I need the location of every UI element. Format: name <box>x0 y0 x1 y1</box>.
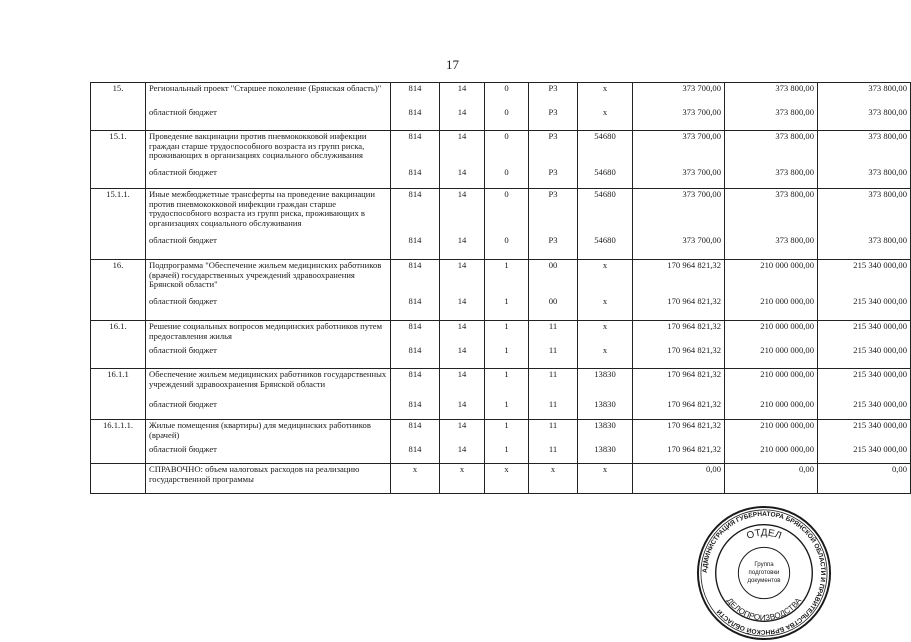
code-direction: 13830 <box>578 399 633 420</box>
amount-year-3: 215 340 000,00 <box>818 444 911 464</box>
code-direction: x <box>578 107 633 131</box>
code-event: x <box>529 464 578 494</box>
code-subprogram: 1 <box>485 321 529 345</box>
code-program: 14 <box>440 399 485 420</box>
code-program: 14 <box>440 296 485 321</box>
amount-year-2: 210 000 000,00 <box>725 321 818 345</box>
code-ministry: 814 <box>391 444 440 464</box>
code-ministry: 814 <box>391 321 440 345</box>
amount-year-1: 170 964 821,32 <box>633 260 725 296</box>
code-program: 14 <box>440 420 485 444</box>
code-event: P3 <box>529 189 578 235</box>
row-name: Обеспечение жильем медицинских работников государственных учреждений здравоохранения Брянской области <box>146 369 391 399</box>
svg-text:ОТДЕЛ <box>745 528 783 542</box>
table-row <box>91 131 911 167</box>
table-row <box>91 345 911 369</box>
code-direction: x <box>578 83 633 107</box>
table-row <box>91 399 911 420</box>
row-number: 15.1. <box>91 131 146 167</box>
amount-year-1: 170 964 821,32 <box>633 296 725 321</box>
code-event: 00 <box>529 296 578 321</box>
code-event: P3 <box>529 107 578 131</box>
svg-text:ДЕЛОПРОИЗВОДСТВА <box>725 596 804 623</box>
code-program: x <box>440 464 485 494</box>
code-program: 14 <box>440 83 485 107</box>
amount-year-2: 210 000 000,00 <box>725 399 818 420</box>
amount-year-2: 210 000 000,00 <box>725 296 818 321</box>
amount-year-3: 215 340 000,00 <box>818 260 911 296</box>
amount-year-1: 373 700,00 <box>633 131 725 167</box>
code-direction: 13830 <box>578 369 633 399</box>
amount-year-2: 373 800,00 <box>725 107 818 131</box>
row-name: СПРАВОЧНО: объем налоговых расходов на реализацию государственной программы <box>146 464 391 494</box>
amount-year-1: 170 964 821,32 <box>633 369 725 399</box>
table-row <box>91 83 911 107</box>
code-subprogram: 1 <box>485 296 529 321</box>
code-event: 11 <box>529 369 578 399</box>
code-ministry: 814 <box>391 296 440 321</box>
code-program: 14 <box>440 107 485 131</box>
table-row <box>91 235 911 260</box>
code-ministry: 814 <box>391 260 440 296</box>
code-ministry: 814 <box>391 131 440 167</box>
code-program: 14 <box>440 369 485 399</box>
amount-year-2: 373 800,00 <box>725 167 818 189</box>
budget-table-body <box>91 83 911 494</box>
amount-year-1: 170 964 821,32 <box>633 399 725 420</box>
amount-year-2: 373 800,00 <box>725 235 818 260</box>
amount-year-1: 373 700,00 <box>633 107 725 131</box>
code-subprogram: 0 <box>485 107 529 131</box>
seal-center-line-3: документов <box>747 576 781 584</box>
code-event: P3 <box>529 131 578 167</box>
amount-year-1: 170 964 821,32 <box>633 444 725 464</box>
row-number <box>91 345 146 369</box>
code-ministry: 814 <box>391 399 440 420</box>
row-name: областной бюджет <box>146 167 391 189</box>
row-number <box>91 235 146 260</box>
table-row <box>91 420 911 444</box>
row-name: областной бюджет <box>146 444 391 464</box>
amount-year-3: 215 340 000,00 <box>818 399 911 420</box>
code-event: P3 <box>529 167 578 189</box>
department-seal <box>695 504 833 642</box>
seal-top-text: ОТДЕЛ <box>745 527 783 542</box>
code-ministry: 814 <box>391 167 440 189</box>
row-number <box>91 444 146 464</box>
code-subprogram: 0 <box>485 189 529 235</box>
amount-year-3: 0,00 <box>818 464 911 494</box>
row-name: Жилые помещения (квартиры) для медицинских работников (врачей) <box>146 420 391 444</box>
table-row <box>91 369 911 399</box>
code-direction: 13830 <box>578 444 633 464</box>
table-row <box>91 464 911 494</box>
code-program: 14 <box>440 321 485 345</box>
amount-year-1: 170 964 821,32 <box>633 420 725 444</box>
amount-year-2: 210 000 000,00 <box>725 420 818 444</box>
code-subprogram: 1 <box>485 399 529 420</box>
code-program: 14 <box>440 235 485 260</box>
code-subprogram: 1 <box>485 369 529 399</box>
row-name: Решение социальных вопросов медицинских работников путем предоставления жилья <box>146 321 391 345</box>
row-name: Региональный проект "Старшее поколение (Брянская область)" <box>146 83 391 107</box>
amount-year-2: 210 000 000,00 <box>725 260 818 296</box>
row-number: 15.1.1. <box>91 189 146 235</box>
table-row <box>91 296 911 321</box>
code-ministry: 814 <box>391 235 440 260</box>
code-subprogram: 0 <box>485 83 529 107</box>
code-event: 11 <box>529 399 578 420</box>
amount-year-2: 373 800,00 <box>725 189 818 235</box>
table-row <box>91 260 911 296</box>
row-name: областной бюджет <box>146 235 391 260</box>
row-name: областной бюджет <box>146 399 391 420</box>
code-ministry: 814 <box>391 345 440 369</box>
amount-year-3: 215 340 000,00 <box>818 345 911 369</box>
row-number <box>91 107 146 131</box>
code-program: 14 <box>440 345 485 369</box>
amount-year-3: 373 800,00 <box>818 107 911 131</box>
seal-ring-text: АДМИНИСТРАЦИЯ ГУБЕРНАТОРА БРЯНСКОЙ ОБЛАСТИ И ПРАВИТЕЛЬСТВА БРЯНСКОЙ ОБЛАСТИ <box>701 510 827 636</box>
amount-year-1: 373 700,00 <box>633 189 725 235</box>
table-row <box>91 321 911 345</box>
amount-year-3: 373 800,00 <box>818 167 911 189</box>
seal-center-line-1: Группа <box>754 561 774 569</box>
row-number <box>91 399 146 420</box>
amount-year-1: 170 964 821,32 <box>633 345 725 369</box>
code-subprogram: 0 <box>485 167 529 189</box>
code-direction: 54680 <box>578 167 633 189</box>
code-subprogram: 1 <box>485 420 529 444</box>
code-event: P3 <box>529 235 578 260</box>
row-number <box>91 296 146 321</box>
row-name: областной бюджет <box>146 345 391 369</box>
row-name: областной бюджет <box>146 107 391 131</box>
code-event: P3 <box>529 83 578 107</box>
row-number: 16.1.1.1. <box>91 420 146 444</box>
amount-year-3: 215 340 000,00 <box>818 321 911 345</box>
table-row <box>91 107 911 131</box>
code-subprogram: x <box>485 464 529 494</box>
code-direction: 54680 <box>578 189 633 235</box>
amount-year-2: 373 800,00 <box>725 83 818 107</box>
row-name: Подпрограмма "Обеспечение жильем медицинских работников (врачей) государственных учреждений здравоохранения Брянской области" <box>146 260 391 296</box>
code-program: 14 <box>440 131 485 167</box>
code-ministry: 814 <box>391 420 440 444</box>
code-direction: x <box>578 296 633 321</box>
row-number <box>91 167 146 189</box>
amount-year-3: 373 800,00 <box>818 189 911 235</box>
amount-year-1: 170 964 821,32 <box>633 321 725 345</box>
amount-year-2: 210 000 000,00 <box>725 345 818 369</box>
code-program: 14 <box>440 167 485 189</box>
code-event: 11 <box>529 420 578 444</box>
code-event: 11 <box>529 321 578 345</box>
budget-table <box>90 82 911 494</box>
code-ministry: x <box>391 464 440 494</box>
row-number <box>91 464 146 494</box>
amount-year-2: 210 000 000,00 <box>725 444 818 464</box>
amount-year-3: 215 340 000,00 <box>818 369 911 399</box>
amount-year-3: 373 800,00 <box>818 131 911 167</box>
code-direction: 54680 <box>578 131 633 167</box>
row-number: 16. <box>91 260 146 296</box>
amount-year-3: 373 800,00 <box>818 83 911 107</box>
row-name: областной бюджет <box>146 296 391 321</box>
code-event: 11 <box>529 444 578 464</box>
seal-center-line-2: подготовки <box>748 568 780 576</box>
amount-year-1: 373 700,00 <box>633 83 725 107</box>
amount-year-3: 215 340 000,00 <box>818 296 911 321</box>
code-subprogram: 1 <box>485 345 529 369</box>
amount-year-1: 0,00 <box>633 464 725 494</box>
code-direction: 13830 <box>578 420 633 444</box>
page-number: 17 <box>446 57 459 72</box>
code-subprogram: 1 <box>485 444 529 464</box>
table-row <box>91 167 911 189</box>
amount-year-3: 215 340 000,00 <box>818 420 911 444</box>
row-name: Проведение вакцинации против пневмококковой инфекции граждан старше трудоспособного возраста из групп риска, проживающих в организациях социального обслуживания <box>146 131 391 167</box>
code-ministry: 814 <box>391 83 440 107</box>
seal-bottom-text: ДЕЛОПРОИЗВОДСТВА <box>724 596 804 623</box>
code-event: 00 <box>529 260 578 296</box>
table-row <box>91 444 911 464</box>
row-name: Иные межбюджетные трансферты на проведение вакцинации против пневмококковой инфекции граждан старше трудоспособного возраста из групп риска, проживающих в организациях социального обслуживания <box>146 189 391 235</box>
amount-year-1: 373 700,00 <box>633 167 725 189</box>
code-subprogram: 0 <box>485 235 529 260</box>
code-direction: x <box>578 464 633 494</box>
amount-year-3: 373 800,00 <box>818 235 911 260</box>
amount-year-2: 0,00 <box>725 464 818 494</box>
code-direction: x <box>578 321 633 345</box>
table-row <box>91 189 911 235</box>
code-program: 14 <box>440 260 485 296</box>
row-number: 16.1.1 <box>91 369 146 399</box>
code-direction: x <box>578 345 633 369</box>
row-number: 15. <box>91 83 146 107</box>
code-direction: 54680 <box>578 235 633 260</box>
row-number: 16.1. <box>91 321 146 345</box>
code-event: 11 <box>529 345 578 369</box>
code-subprogram: 0 <box>485 131 529 167</box>
code-ministry: 814 <box>391 189 440 235</box>
amount-year-2: 210 000 000,00 <box>725 369 818 399</box>
amount-year-2: 373 800,00 <box>725 131 818 167</box>
code-direction: x <box>578 260 633 296</box>
code-subprogram: 1 <box>485 260 529 296</box>
code-ministry: 814 <box>391 107 440 131</box>
amount-year-1: 373 700,00 <box>633 235 725 260</box>
code-program: 14 <box>440 189 485 235</box>
code-program: 14 <box>440 444 485 464</box>
code-ministry: 814 <box>391 369 440 399</box>
